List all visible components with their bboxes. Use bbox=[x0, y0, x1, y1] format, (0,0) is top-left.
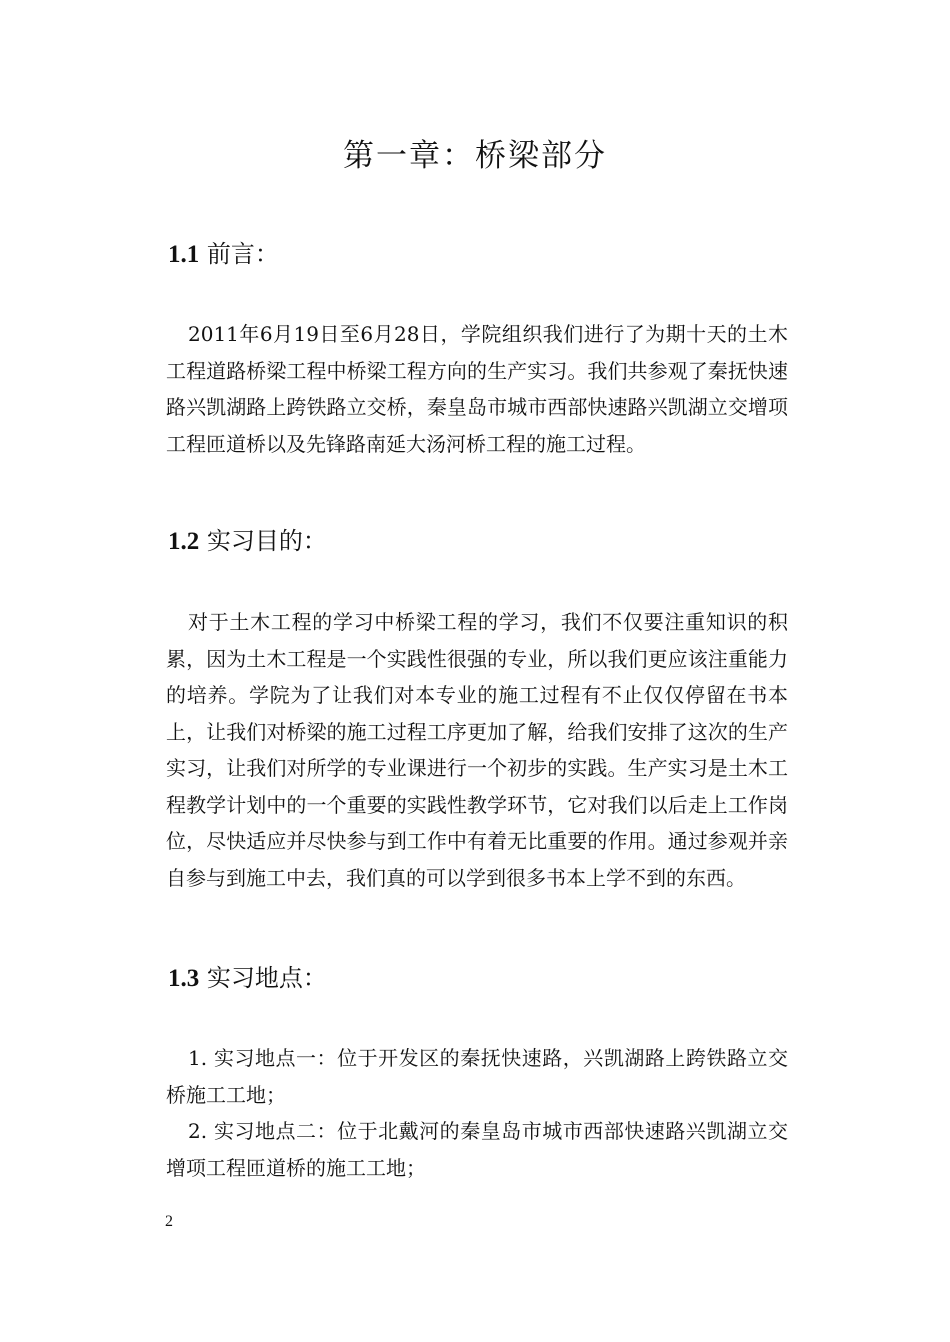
section-heading-preface bbox=[168, 236, 279, 273]
section-heading-location bbox=[168, 960, 327, 997]
chapter-title: 第一章：桥梁部分 bbox=[343, 138, 607, 174]
page-number: 2 bbox=[165, 1213, 173, 1230]
list-item: 1. 实习地点一：位于开发区的秦抚快速路，兴凯湖路上跨铁路立交桥施工工地； bbox=[166, 1046, 788, 1107]
section-title: 前言： bbox=[206, 240, 279, 268]
section-heading-purpose bbox=[168, 523, 327, 560]
section-number: 1.1 bbox=[168, 241, 200, 268]
list-item: 2. 实习地点二：位于北戴河的秦皇岛市城市西部快速路兴凯湖立交增项工程匝道桥的施工工地； bbox=[166, 1119, 788, 1180]
section-number: 1.3 bbox=[168, 965, 200, 992]
section-title: 实习目的： bbox=[206, 527, 327, 555]
section-number: 1.2 bbox=[168, 528, 200, 555]
preface-paragraph: 2011年6月19日至6月28日，学院组织我们进行了为期十天的土木工程道路桥梁工程中桥梁工程方向的生产实习。我们共参观了秦抚快速路兴凯湖路上跨铁路立交桥，秦皇岛市城市西部快速路兴凯湖立交增项工程匝道桥以及先锋路南延大汤河桥工程的施工过程。 bbox=[166, 322, 788, 456]
location-list bbox=[166, 1040, 788, 1186]
purpose-paragraph: 对于土木工程的学习中桥梁工程的学习，我们不仅要注重知识的积累，因为土木工程是一个实践性很强的专业，所以我们更应该注重能力的培养。学院为了让我们对本专业的施工过程有不止仅仅停留在书本上，让我们对桥梁的施工过程工序更加了解，给我们安排了这次的生产实习，让我们对所学的专业课进行一个初步的实践。生产实习是土木工程教学计划中的一个重要的实践性教学环节，它对我们以后走上工作岗位，尽快适应并尽快参与到工作中有着无比重要的作用。通过参观并亲自参与到施工中去，我们真的可以学到很多书本上学不到的东西。 bbox=[166, 610, 788, 890]
section-title: 实习地点： bbox=[206, 964, 327, 992]
